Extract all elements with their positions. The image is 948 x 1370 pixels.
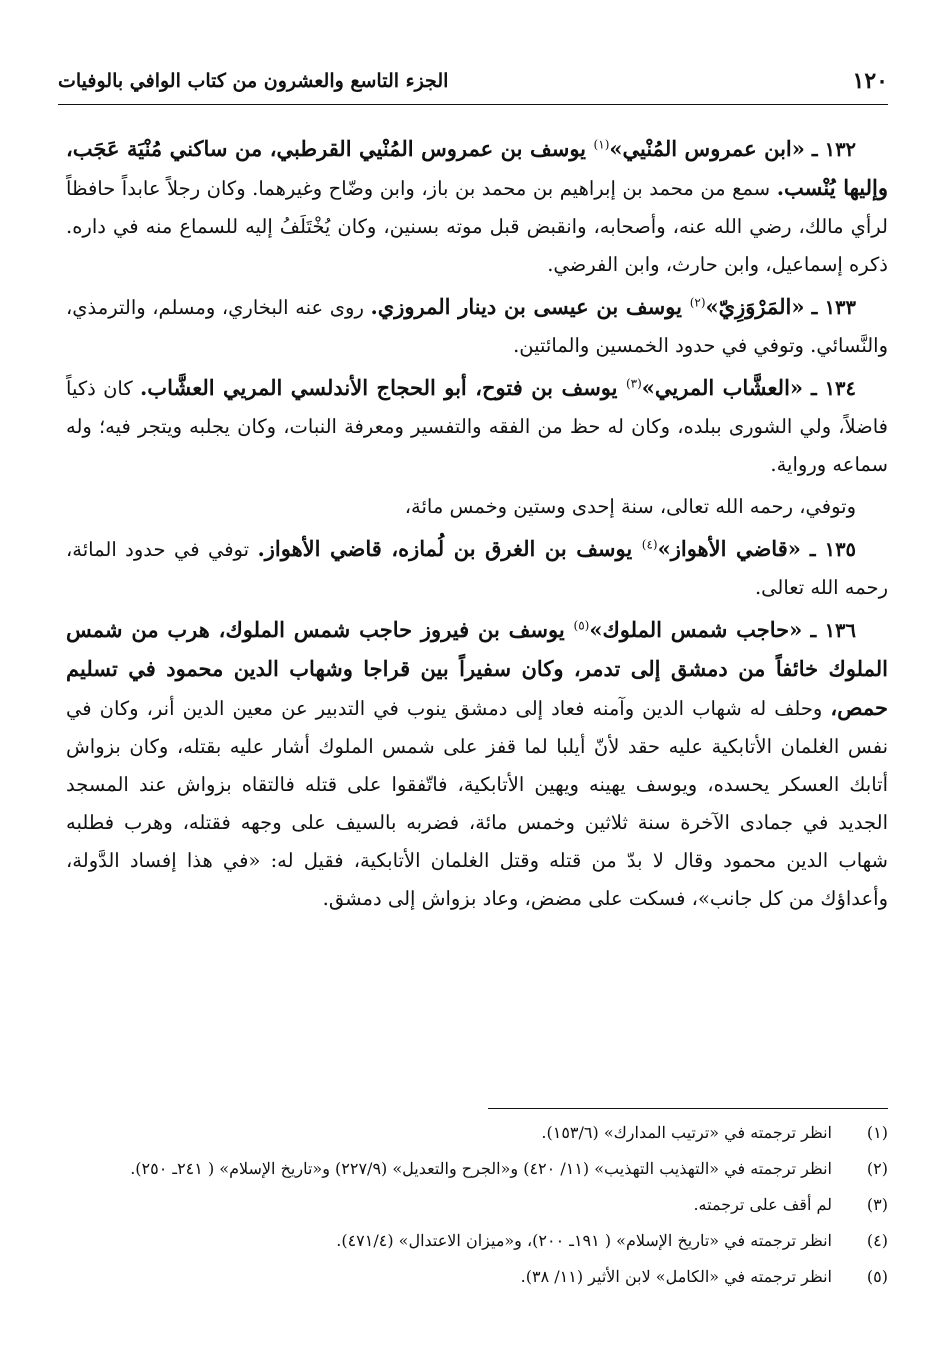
entry-135: ١٣٥ ـ «قاضي الأهواز»$^{(٤)}$ يوسف بن الغرق بن لُمازه، قاضي الأهواز. توفي في حدود المائة، رحمه الله تعالى. — [66, 536, 888, 599]
footnote-text: انظر ترجمته في «التهذيب التهذيب» (١١/ ٤٢٠) و«الجرح والتعديل» (٢٢٧/٩) و«تاريخ الإسلام» ( ٢٤١ـ ٢٥٠). — [130, 1159, 832, 1178]
entry-number: ١٣٢ — [824, 138, 857, 161]
entry-title: «ابن عمروس المُنْيي» — [609, 136, 805, 161]
entry-number: ١٣٦ — [824, 619, 856, 642]
running-title: الجزء التاسع والعشرون من كتاب الوافي بالوفيات — [58, 70, 449, 92]
footnote-mark: (٣) — [866, 1195, 888, 1214]
footnote-3 — [66, 1190, 888, 1220]
footnote-2 — [66, 1154, 888, 1184]
entry-title: «قاضي الأهواز» — [657, 536, 801, 561]
footnote-text: انظر ترجمته في «تاريخ الإسلام» ( ١٩١ـ ٢٠٠)، و«ميزان الاعتدال» (٤٧١/٤). — [336, 1231, 832, 1250]
footnotes — [66, 1118, 888, 1298]
footnote-mark: (٥) — [866, 1267, 888, 1286]
entry-heading: يوسف بن الغرق بن لُمازه، قاضي الأهواز. — [257, 536, 642, 561]
footnote-ref[interactable]: (٤) — [641, 537, 658, 552]
footnote-text: لم أقف على ترجمته. — [693, 1195, 832, 1214]
footnote-5 — [66, 1262, 888, 1292]
footnote-ref[interactable]: (٥) — [573, 618, 590, 633]
entry-title: «المَرْوَزِيّ» — [705, 294, 805, 319]
footnotes-divider — [488, 1108, 888, 1109]
entry-134: ١٣٤ ـ «العشَّاب المريي»$^{(٣)}$ يوسف بن فتوح، أبو الحجاج الأندلسي المريي العشَّاب. كان ذكياً فاضلاً، ولي الشورى ببلده، وكان له حظ من الفقه والتفسير ومعرفة النبات، وكان يجلبه ويتجر فيه؛ وله سماعه ورواية. — [66, 375, 888, 476]
footnote-4 — [66, 1226, 888, 1256]
page-number: ١٢٠ — [852, 68, 888, 94]
entry-heading: يوسف بن فيروز حاجب شمس الملوك، هرب من شمس الملوك خائفاً من دمشق إلى تدمر، وكان سفيراً بين قراجا وشهاب الدين محمود في تسليم حمص، — [66, 617, 888, 720]
entry-text: وحلف له شهاب الدين وآمنه فعاد إلى دمشق ينوب في التدبير عن معين الدين أنر، وكان في نفس الغلمان الأتابكية عليه حقد لأنّ أيلبا لما قفز على شمس الملوك أشار عليه بقتله، وكان بزواش أتابك العسكر يحسده، ويوسف يهينه ويهين الأتابكية، فاتّفقوا على قتله فالتقاه بزواش عند المسجد الجديد في جمادى الآخرة سنة ثلاثين وخمس مائة، فضربه بالسيف على وجهه فقتله، وهرب فطلبه شهاب الدين محمود وقال لا بدّ من قتله وقتل الغلمان الأتابكية، فقيل له: «في هذا إفساد الدَّولة، وأعداؤك من كل جانب»، فسكت على مضض، وعاد بزواش إلى دمشق. — [66, 697, 888, 910]
footnote-text: انظر ترجمته في «الكامل» لابن الأثير (١١/ ٣٨). — [520, 1267, 832, 1286]
entry-title: «العشَّاب المريي» — [641, 375, 804, 400]
footnote-text: انظر ترجمته في «ترتيب المدارك» (١٥٣/٦). — [541, 1123, 832, 1142]
entry-text: كان ذكياً فاضلاً، ولي الشورى ببلده، وكان له حظ من الفقه والتفسير ومعرفة النبات، وكان يجلبه ويتجر فيه؛ وله سماعه ورواية. — [66, 377, 888, 476]
footnote-1 — [66, 1118, 888, 1148]
entry-heading: يوسف بن فتوح، أبو الحجاج الأندلسي المريي العشَّاب. — [140, 375, 626, 400]
footnote-ref[interactable]: (١) — [593, 137, 610, 152]
entry-133: ١٣٣ ـ «المَرْوَزِيّ»$^{(٢)}$ يوسف بن عيسى بن دينار المروزي. روى عنه البخاري، ومسلم، والترمذي، والنَّسائي. وتوفي في حدود الخمسين والمائتين. — [66, 294, 888, 357]
footnote-ref[interactable]: (٣) — [625, 376, 642, 391]
entry-number: ١٣٣ — [824, 296, 856, 319]
entry-text: توفي في حدود المائة، رحمه الله تعالى. — [66, 538, 888, 599]
main-text — [66, 130, 888, 922]
footnote-mark: (٤) — [866, 1231, 888, 1250]
footnote-mark: (١) — [866, 1123, 888, 1142]
entry-number: ١٣٥ — [824, 538, 857, 561]
entry-number: ١٣٤ — [824, 377, 856, 400]
entry-text: روى عنه البخاري، ومسلم، والترمذي، والنَّسائي. وتوفي في حدود الخمسين والمائتين. — [66, 296, 888, 357]
entry-136: ١٣٦ ـ «حاجب شمس الملوك»$^{(٥)}$ يوسف بن فيروز حاجب شمس الملوك، هرب من شمس الملوك خائفاً من دمشق إلى تدمر، وكان سفيراً بين قراجا وشهاب الدين محمود في تسليم حمص، وحلف له شهاب الدين وآمنه فعاد إلى دمشق ينوب في التدبير عن معين الدين أنر، وكان في نفس الغلمان الأتابكية عليه حقد لأنّ أيلبا لما قفز على شمس الملوك أشار عليه بقتله، وكان بزواش أتابك العسكر يحسده، ويوسف يهينه ويهين الأتابكية، فاتّفقوا على قتله فالتقاه بزواش عند المسجد الجديد في جمادى الآخرة سنة ثلاثين وخمس مائة، فضربه بالسيف على وجهه فقتله، وهرب فطلبه شهاب الدين محمود وقال لا بدّ من قتله وقتل الغلمان الأتابكية، فقيل له: «في هذا إفساد الدَّولة، وأعداؤك من كل جانب»، فسكت على مضض، وعاد بزواش إلى دمشق. — [66, 617, 888, 910]
entry-heading: يوسف بن عيسى بن دينار المروزي. — [370, 294, 690, 319]
entry-132: ١٣٢ ـ «ابن عمروس المُنْيي»$^{(١)}$ يوسف بن عمروس المُنْيي القرطبي، من ساكني مُنْيَة عَجَب، وإليها يُنْسب. سمع من محمد بن إبراهيم بن محمد بن باز، وابن وضّاح وغيرهما. وكان رجلاً عابداً حافظاً لرأي مالك، رضي الله عنه، وأصحابه، وانقبض قبل موته بسنين، وكان يُخْتَلَفُ إليه للسماع منه في داره. ذكره إسماعيل، وابن حارث، وابن الفرضي. — [66, 136, 888, 276]
entry-heading: يوسف بن عمروس المُنْيي القرطبي، من ساكني مُنْيَة عَجَب، وإليها يُنْسب. — [66, 136, 888, 200]
entry-134-continuation: وتوفي، رحمه الله تعالى، سنة إحدى وستين وخمس مائة، — [404, 495, 856, 518]
footnote-mark: (٢) — [866, 1159, 888, 1178]
footnote-ref[interactable]: (٢) — [689, 295, 706, 310]
entry-title: «حاجب شمس الملوك» — [589, 617, 803, 642]
entry-text: سمع من محمد بن إبراهيم بن محمد بن باز، وابن وضّاح وغيرهما. وكان رجلاً عابداً حافظاً لرأي مالك، رضي الله عنه، وأصحابه، وانقبض قبل موته بسنين، وكان يُخْتَلَفُ إليه للسماع منه في داره. ذكره إسماعيل، وابن حارث، وابن الفرضي. — [66, 177, 888, 276]
page-header — [58, 64, 888, 105]
